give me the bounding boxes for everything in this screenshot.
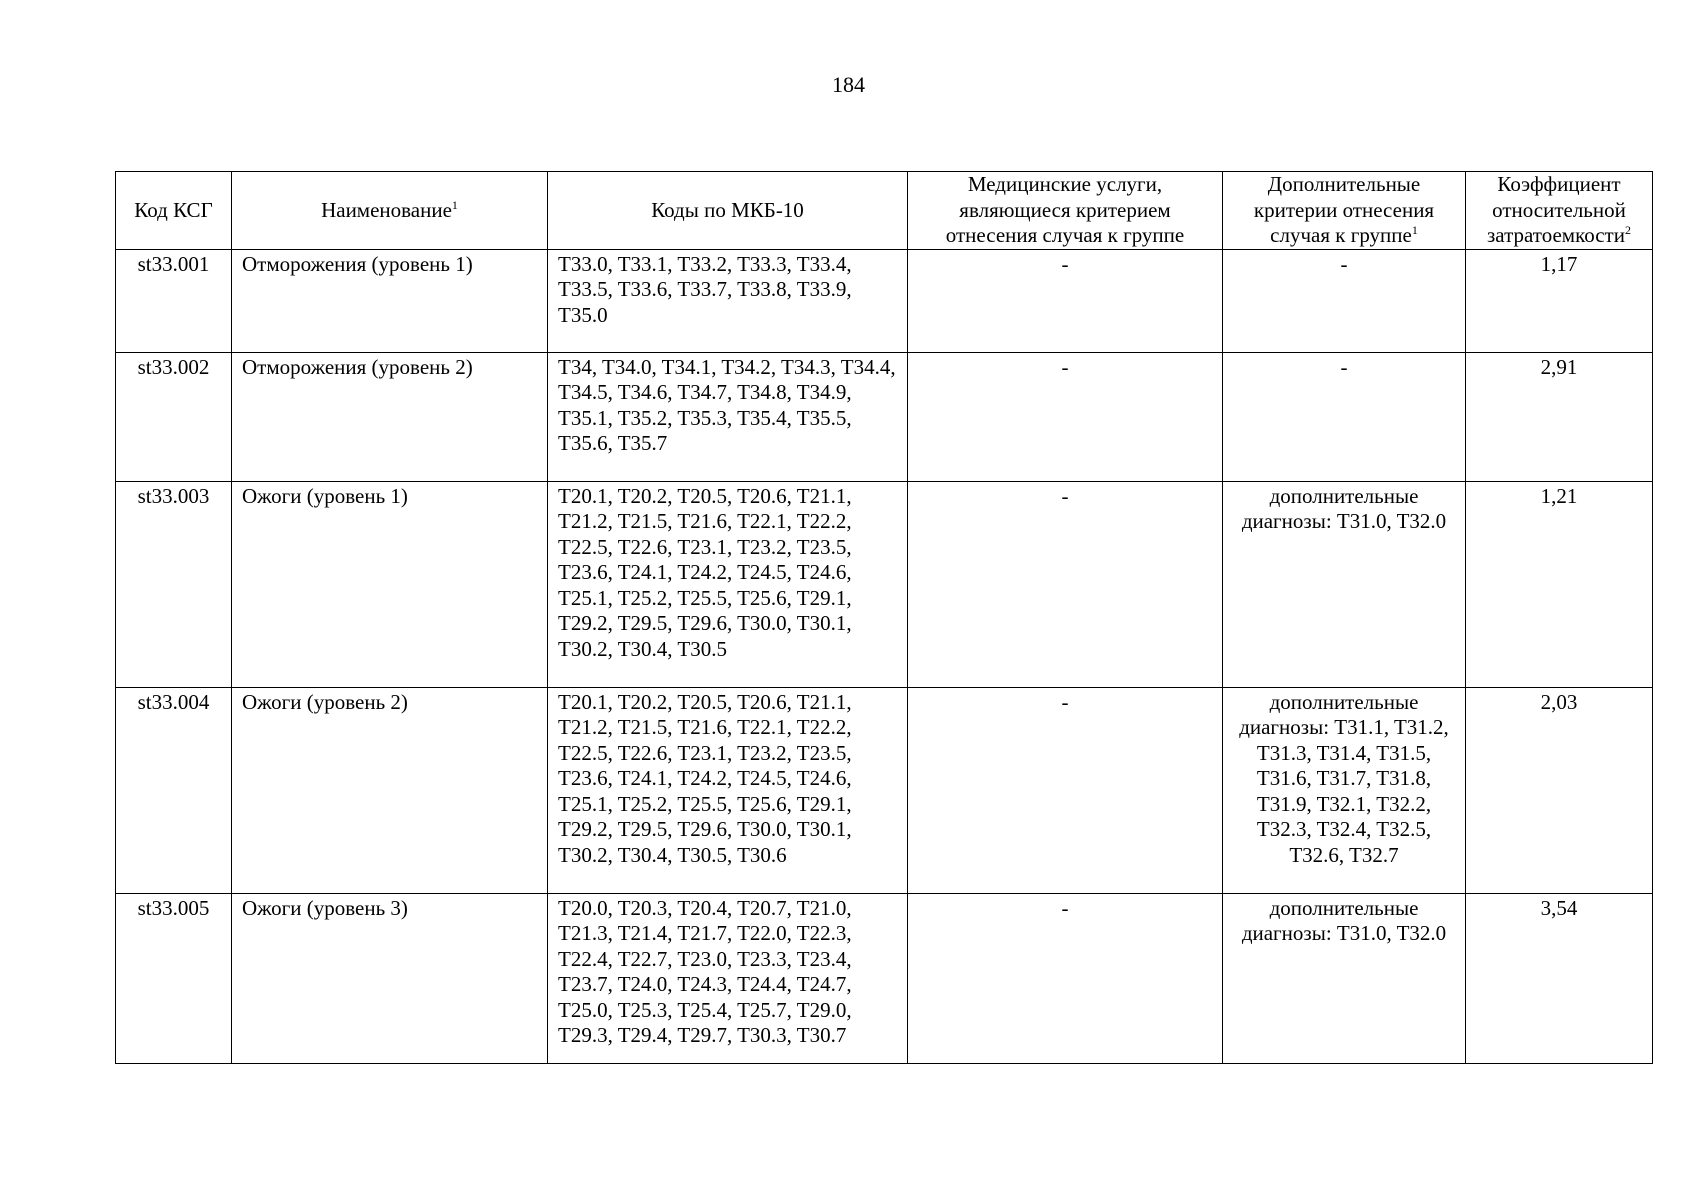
footnote-ref-2: 2 xyxy=(1624,223,1631,237)
table-row xyxy=(116,481,1653,687)
coefficient-cell: 1,21 xyxy=(1466,481,1653,687)
header-additional: Дополнительные критерии отнесения случая к группе$^1$ xyxy=(1223,172,1466,250)
table-row xyxy=(116,352,1653,481)
table-row xyxy=(116,687,1653,893)
ksg-code-cell: st33.005 xyxy=(116,893,232,1063)
coefficient-cell: 2,91 xyxy=(1466,352,1653,481)
header-mkb: Коды по МКБ-10 xyxy=(548,172,908,250)
additional-criteria-cell: - xyxy=(1223,249,1466,352)
ksg-name-cell: Отморожения (уровень 2) xyxy=(232,352,548,481)
additional-criteria-cell: дополнительные диагнозы: T31.0, T32.0 xyxy=(1223,481,1466,687)
ksg-code-cell: st33.002 xyxy=(116,352,232,481)
ksg-name-cell: Отморожения (уровень 1) xyxy=(232,249,548,352)
mkb-codes-cell: T20.1, T20.2, T20.5, T20.6, T21.1, T21.2, T21.5, T21.6, T22.1, T22.2, T22.5, T22.6, T23.1, T23.2, T23.5, T23.6, T24.1, T24.2, T24.5, T24.6, T25.1, T25.2, T25.5, T25.6, T29.1, T29.2, T29.5, T29.6, T30.0, T30.1, T30.2, T30.4, T30.5 xyxy=(548,481,908,687)
ksg-table xyxy=(115,171,1653,1064)
services-cell: - xyxy=(908,481,1223,687)
ksg-code-cell: st33.004 xyxy=(116,687,232,893)
ksg-code-cell: st33.001 xyxy=(116,249,232,352)
coefficient-cell: 2,03 xyxy=(1466,687,1653,893)
services-cell: - xyxy=(908,249,1223,352)
additional-criteria-cell: дополнительные диагнозы: T31.0, T32.0 xyxy=(1223,893,1466,1063)
additional-criteria-cell: - xyxy=(1223,352,1466,481)
header-code: Код КСГ xyxy=(116,172,232,250)
services-cell: - xyxy=(908,352,1223,481)
mkb-codes-cell: T20.1, T20.2, T20.5, T20.6, T21.1, T21.2, T21.5, T21.6, T22.1, T22.2, T22.5, T22.6, T23.1, T23.2, T23.5, T23.6, T24.1, T24.2, T24.5, T24.6, T25.1, T25.2, T25.5, T25.6, T29.1, T29.2, T29.5, T29.6, T30.0, T30.1, T30.2, T30.4, T30.5, T30.6 xyxy=(548,687,908,893)
mkb-codes-cell: T33.0, T33.1, T33.2, T33.3, T33.4, T33.5, T33.6, T33.7, T33.8, T33.9, T35.0 xyxy=(548,249,908,352)
additional-criteria-cell: дополнительные диагнозы: T31.1, T31.2, T31.3, T31.4, T31.5, T31.6, T31.7, T31.8, T31.9, T32.1, T32.2, T32.3, T32.4, T32.5, T32.6, T32.7 xyxy=(1223,687,1466,893)
header-name: Наименование$^1$ xyxy=(232,172,548,250)
services-cell: - xyxy=(908,687,1223,893)
mkb-codes-cell: T20.0, T20.3, T20.4, T20.7, T21.0, T21.3, T21.4, T21.7, T22.0, T22.3, T22.4, T22.7, T23.0, T23.3, T23.4, T23.7, T24.0, T24.3, T24.4, T24.7, T25.0, T25.3, T25.4, T25.7, T29.0, T29.3, T29.4, T29.7, T30.3, T30.7 xyxy=(548,893,908,1063)
ksg-name-cell: Ожоги (уровень 3) xyxy=(232,893,548,1063)
header-coefficient: Коэффициент относительной затратоемкости$^2$ xyxy=(1466,172,1653,250)
ksg-name-cell: Ожоги (уровень 1) xyxy=(232,481,548,687)
table-row xyxy=(116,249,1653,352)
table-header-row xyxy=(116,172,1653,250)
page-number: 184 xyxy=(832,72,865,97)
footnote-ref-1: 1 xyxy=(1411,223,1418,237)
services-cell: - xyxy=(908,893,1223,1063)
ksg-name-cell: Ожоги (уровень 2) xyxy=(232,687,548,893)
table-row xyxy=(116,893,1653,1063)
coefficient-cell: 1,17 xyxy=(1466,249,1653,352)
header-services: Медицинские услуги, являющиеся критерием отнесения случая к группе xyxy=(908,172,1223,250)
mkb-codes-cell: T34, T34.0, T34.1, T34.2, T34.3, T34.4, T34.5, T34.6, T34.7, T34.8, T34.9, T35.1, T35.2, T35.3, T35.4, T35.5, T35.6, T35.7 xyxy=(548,352,908,481)
footnote-ref-1: 1 xyxy=(451,197,458,212)
coefficient-cell: 3,54 xyxy=(1466,893,1653,1063)
ksg-code-cell: st33.003 xyxy=(116,481,232,687)
